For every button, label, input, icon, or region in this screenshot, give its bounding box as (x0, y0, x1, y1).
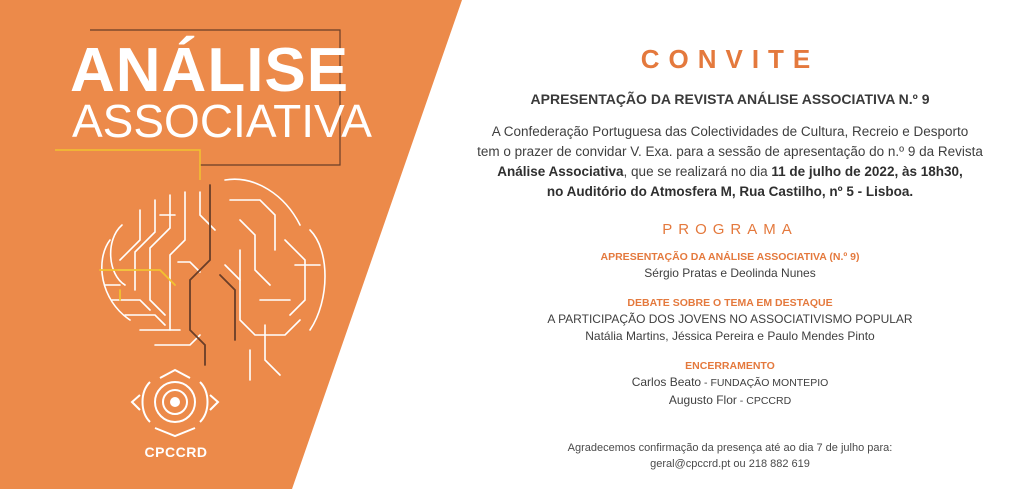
intro-line-3 (440, 162, 1020, 182)
separator: - (701, 377, 711, 389)
intro-line-2: tem o prazer de convidar V. Exa. para a sessão de apresentação do n.º 9 da Revista (477, 144, 983, 159)
programa-item-2-speakers: Natália Martins, Jéssica Pereira e Paulo Mendes Pinto (585, 329, 875, 343)
closing-speaker-1-name: Carlos Beato (631, 375, 702, 389)
programa-item-3-title: ENCERRAMENTO (685, 360, 775, 372)
programa-item-3 (440, 359, 1020, 410)
closing-speaker-2 (440, 392, 1020, 410)
programa-item-1 (440, 250, 1020, 282)
programa-item-2-topic: A PARTICIPAÇÃO DOS JOVENS NO ASSOCIATIVISMO POPULAR (547, 312, 913, 326)
event-venue: no Auditório do Atmosfera M, Rua Castilho, nº 5 - Lisboa. (546, 184, 914, 199)
intro-line-1: A Confederação Portuguesa das Colectividades de Cultura, Recreio e Desporto (491, 124, 969, 139)
brand-title: ANÁLISE (70, 36, 350, 105)
rsvp-or: ou (730, 458, 749, 470)
programa-item-1-speakers: Sérgio Pratas e Deolinda Nunes (644, 266, 816, 280)
programa-item-2-title: DEBATE SOBRE O TEMA EM DESTAQUE (627, 297, 833, 309)
intro-line-4 (440, 182, 1020, 202)
separator: - (736, 395, 747, 407)
logo-wordmark: CPCCRD (144, 444, 208, 460)
invite-intro (440, 122, 1020, 202)
magazine-name: Análise Associativa (497, 164, 624, 179)
rsvp-line: Agradecemos confirmação da presença até ao dia 7 de julho para: (567, 442, 893, 454)
invite-title: CONVITE (640, 44, 820, 74)
intro-line-3-text: , que se realizará no dia (623, 164, 772, 179)
invite-headline: APRESENTAÇÃO DA REVISTA ANÁLISE ASSOCIATIVA N.º 9 (530, 91, 930, 107)
closing-speaker-1-org: FUNDAÇÃO MONTEPIO (710, 377, 829, 389)
programa-title: PROGRAMA (662, 221, 798, 238)
rsvp-email-link[interactable]: geral@cpccrd.pt (650, 458, 731, 470)
rsvp-phone[interactable]: 218 882 619 (748, 458, 810, 470)
event-date: 11 de julho de 2022, às 18h30, (771, 164, 963, 179)
rsvp-contact (440, 456, 1020, 472)
programa-item-2 (440, 296, 1020, 345)
programa-item-1-title: APRESENTAÇÃO DA ANÁLISE ASSOCIATIVA (N.º 9) (600, 251, 860, 263)
brand-subtitle: ASSOCIATIVA (72, 95, 372, 147)
rsvp-footer (440, 440, 1020, 472)
closing-speaker-2-name: Augusto Flor (668, 393, 737, 407)
closing-speaker-1 (440, 374, 1020, 392)
closing-speaker-2-org: CPCCRD (746, 395, 792, 407)
